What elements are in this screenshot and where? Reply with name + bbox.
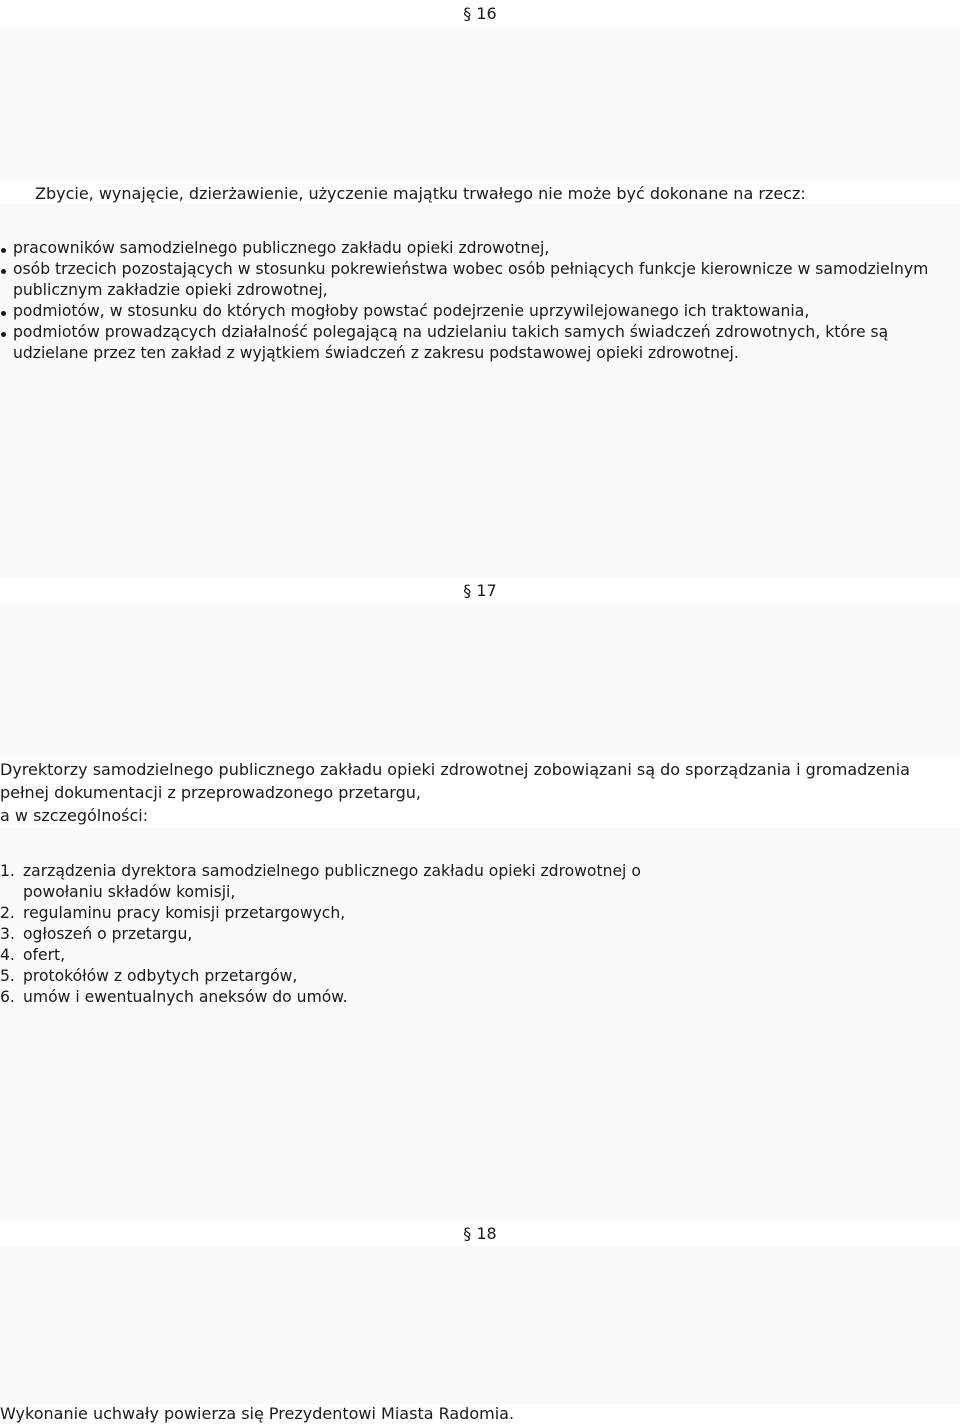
list-item [0, 987, 700, 1008]
list-item: podmiotów prowadzących działalność polegającą na udzielaniu takich samych świadczeń zdrowotnych, które są udzielane przez ten zakład z wyjątkiem świadczeń z zakresu podstawowej opieki zdrowotnej. [0, 322, 950, 364]
list-item-text: ogłoszeń o przetargu, [23, 925, 193, 943]
section-18-spacer [0, 1246, 960, 1404]
list-item-text: ofert, [23, 946, 66, 964]
section-18-heading: § 18 [463, 1224, 497, 1243]
list-item-number: 4. [0, 946, 15, 964]
list-item [0, 924, 700, 945]
list-item [0, 903, 700, 924]
list-item [0, 861, 700, 903]
section-17-heading: § 17 [463, 581, 497, 600]
list-item: pracowników samodzielnego publicznego zakładu opieki zdrowotnej, [0, 238, 950, 259]
list-item-text: regulaminu pracy komisji przetargowych, [23, 904, 346, 922]
list-item-text: zarządzenia dyrektora samodzielnego publicznego zakładu opieki zdrowotnej o powołaniu składów komisji, [23, 862, 641, 901]
list-item-number: 5. [0, 967, 15, 985]
section-16-heading: § 16 [463, 4, 497, 23]
list-item-text: umów i ewentualnych aneksów do umów. [23, 988, 348, 1006]
list-item: osób trzecich pozostających w stosunku pokrewieństwa wobec osób pełniących funkcje kierownicze w samodzielnym publicznym zakładzie opieki zdrowotnej, [0, 259, 950, 301]
list-item-number: 3. [0, 925, 15, 943]
list-item [0, 966, 700, 987]
section-18-text: Wykonanie uchwały powierza się Prezydentowi Miasta Radomia. [0, 1404, 515, 1423]
section-17-spacer [0, 602, 960, 757]
section-16-list [0, 238, 950, 364]
list-item: podmiotów, w stosunku do których mogłoby powstać podejrzenie uprzywilejowanego ich traktowania, [0, 301, 950, 322]
section-17-intro-text: Dyrektorzy samodzielnego publicznego zakładu opieki zdrowotnej zobowiązani są do sporządzania i gromadzenia pełnej dokumentacji z przeprowadzonego przetargu, [0, 760, 910, 802]
section-17-intro-text-2: a w szczególności: [0, 806, 149, 825]
list-item-number: 1. [0, 862, 15, 880]
list-item-number: 2. [0, 904, 15, 922]
section-16-spacer [0, 26, 960, 181]
section-17-list [0, 861, 700, 1008]
list-item [0, 945, 700, 966]
section-17-intro [0, 758, 955, 827]
list-item-text: protokółów z odbytych przetargów, [23, 967, 298, 985]
list-item-number: 6. [0, 988, 15, 1006]
section-16-intro: Zbycie, wynajęcie, dzierżawienie, użyczenie majątku trwałego nie może być dokonane na rzecz: [35, 184, 806, 203]
